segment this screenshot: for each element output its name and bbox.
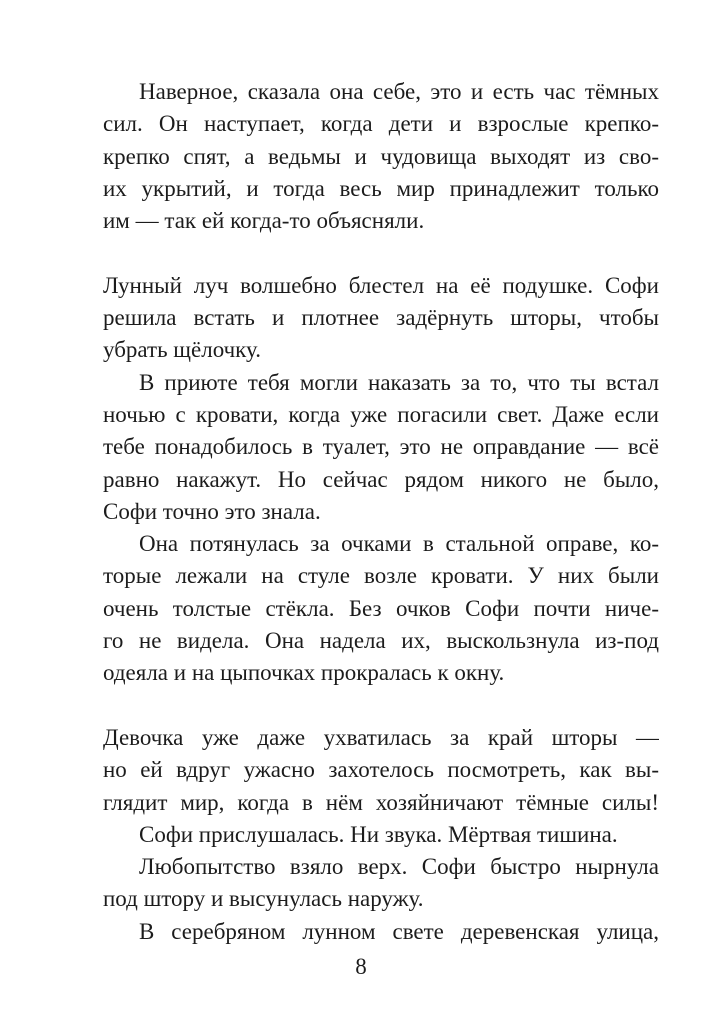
text-line: одеяла и на цыпочках прокралась к окну. <box>103 660 505 686</box>
page-number: 8 <box>355 954 367 979</box>
text-line: очень толстые стёкла. Без очков Софи почти ниче- <box>103 595 659 621</box>
section-break <box>103 690 659 722</box>
text-line: под штору и высунулась наружу. <box>103 886 424 912</box>
text-line: убрать щёлочку. <box>103 337 261 363</box>
text-line: ночью с кровати, когда уже погасили свет. Даже если <box>103 401 659 427</box>
text-line: В приюте тебя могли наказать за то, что ты встал <box>139 369 659 395</box>
text-line: решила встать и плотнее задёрнуть шторы, чтобы <box>103 305 659 331</box>
text-line: равно накажут. Но сейчас рядом никого не было, <box>103 466 659 492</box>
text-line: Любопытство взяло верх. Софи быстро нырнула <box>139 854 659 880</box>
text-line: Лунный луч волшебно блестел на её подушке. Софи <box>103 272 659 298</box>
text-line: Софи точно это знала. <box>103 498 321 524</box>
text-line: крепко спят, а ведьмы и чудовища выходят из сво- <box>103 143 659 169</box>
section-break <box>103 237 659 269</box>
text-line: тебе понадобилось в туалет, это не оправдание — всё <box>103 434 659 460</box>
text-line: им — так ей когда-то объясняли. <box>103 208 425 234</box>
text-line: го не видела. Она надела их, выскользнула из-под <box>103 628 659 654</box>
text-line: сил. Он наступает, когда дети и взрослые крепко- <box>103 111 659 137</box>
text-line: их укрытий, и тогда весь мир принадлежит только <box>103 175 659 201</box>
text-line: В серебряном лунном свете деревенская улица, <box>139 918 659 944</box>
text-line: Наверное, сказала она себе, это и есть час тёмных <box>139 79 659 104</box>
body-text <box>103 76 659 948</box>
text-line: Она потянулась за очками в стальной оправе, ко- <box>139 531 659 557</box>
text-line: Софи прислушалась. Ни звука. Мёртвая тишина. <box>139 821 618 847</box>
text-line: торые лежали на стуле возле кровати. У них были <box>103 563 659 589</box>
text-line: Девочка уже даже ухватилась за край шторы — <box>103 724 659 750</box>
text-line: глядит мир, когда в нём хозяйничают тёмные силы! <box>103 789 659 815</box>
text-line: но ей вдруг ужасно захотелось посмотреть, как вы- <box>103 757 659 783</box>
